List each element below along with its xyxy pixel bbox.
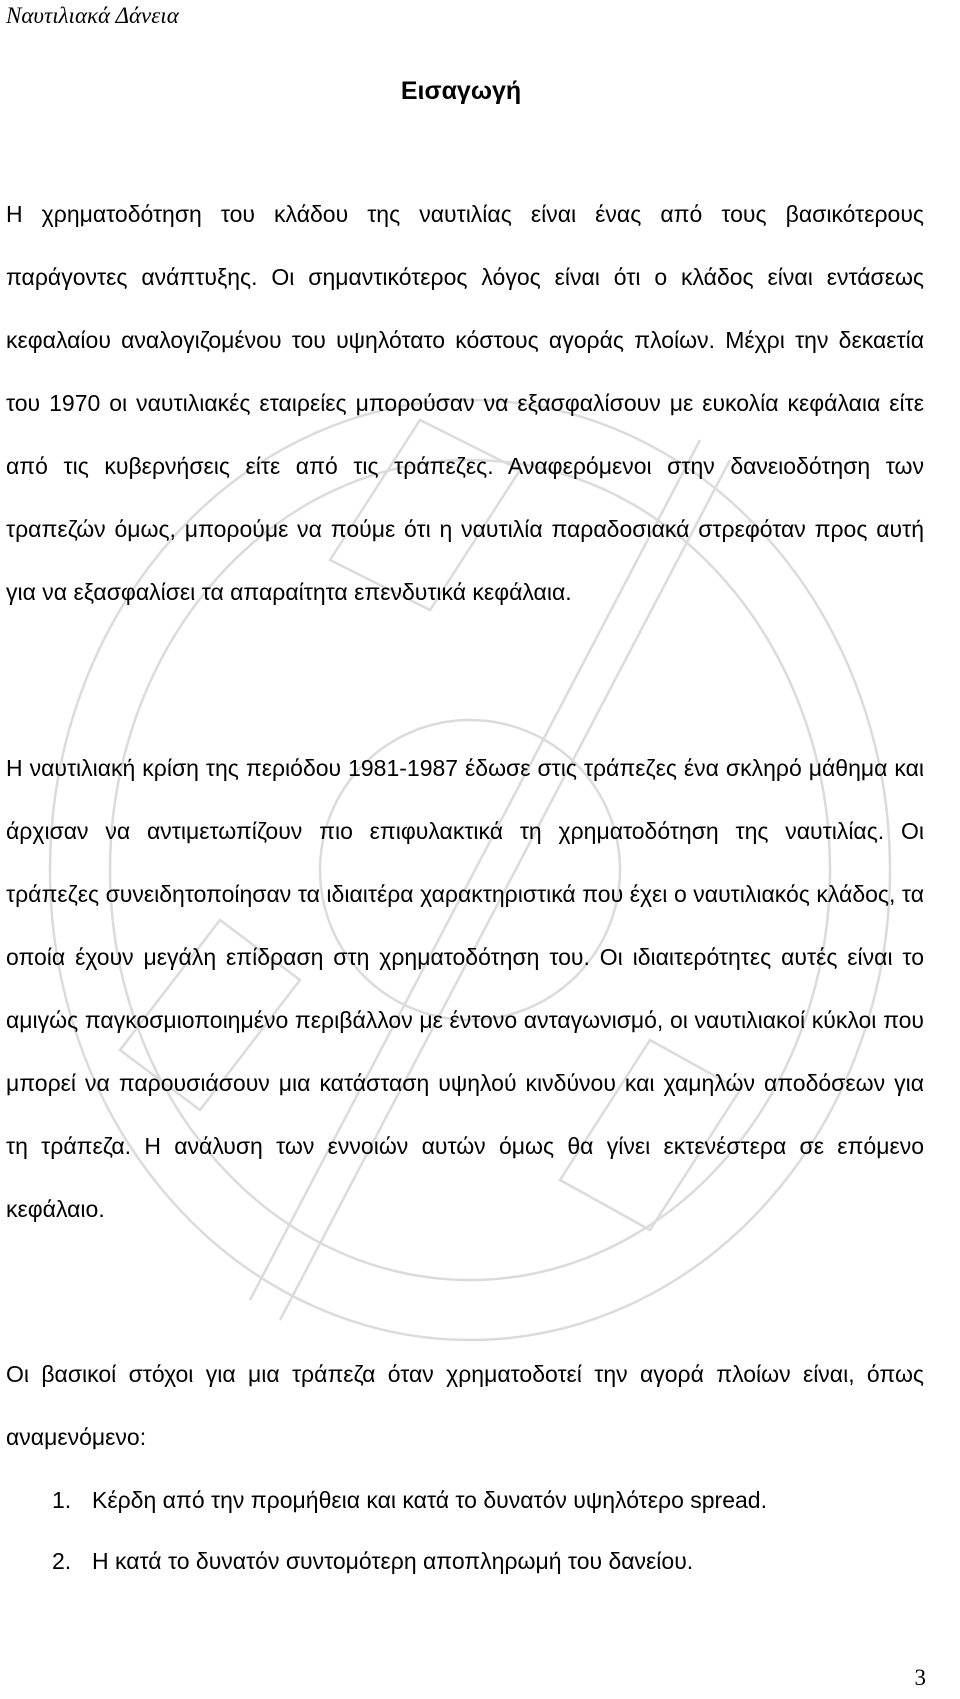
page-number: 3 xyxy=(914,1665,926,1690)
bank-goals-list xyxy=(52,1470,922,1592)
list-item xyxy=(52,1470,922,1531)
list-item-number: 2. xyxy=(52,1548,72,1574)
list-item-text: Η κατά το δυνατόν συντομότερη αποπληρωμή του δανείου. xyxy=(92,1548,694,1574)
paragraph-shipping-crisis: Η ναυτιλιακή κρίση της περιόδου 1981-1987 έδωσε στις τράπεζες ένα σκληρό μάθημα και άρχισαν να αντιμετωπίζουν πιο επιφυλακτικά τη χρηματοδότηση της ναυτιλίας. Οι τράπεζες συνειδητοποίησαν τα ιδιαιτέρα χαρακτηριστικά που έχει ο ναυτιλιακός κλάδος, τα οποία έχουν μεγάλη επίδραση στη χρηματοδότηση του. Οι ιδιαιτερότητες αυτές είναι το αμιγώς παγκοσμιοποιημένο περιβάλλον με έντονο ανταγωνισμό, οι ναυτιλιακοί κύκλοι που μπορεί να παρουσιάσουν μια κατάσταση υψηλού κινδύνου και χαμηλών αποδόσεων για τη τράπεζα. Η ανάλυση των εννοιών αυτών όμως θα γίνει εκτενέστερα σε επόμενο κεφάλαιο. xyxy=(6,755,924,1222)
paragraph-bank-goals: Οι βασικοί στόχοι για μια τράπεζα όταν χρηματοδοτεί την αγορά πλοίων είναι, όπως αναμενόμενο: xyxy=(6,1361,924,1450)
list-item-text: Κέρδη από την προμήθεια και κατά το δυνατόν υψηλότερο spread. xyxy=(92,1487,767,1513)
page-title: Εισαγωγή xyxy=(400,77,522,105)
paragraph-intro: Η χρηματοδότηση του κλάδου της ναυτιλίας είναι ένας από τους βασικότερους παράγοντες ανάπτυξης. Οι σημαντικότερος λόγος είναι ότι ο κλάδος είναι εντάσεως κεφαλαίου αναλογιζομένου του υψηλότατο κόστους αγοράς πλοίων. Μέχρι την δεκαετία του 1970 οι ναυτιλιακές εταιρείες μπορούσαν να εξασφαλίσουν με ευκολία κεφάλαια είτε από τις κυβερνήσεις είτε από τις τράπεζες. Αναφερόμενοι στην δανειοδότηση των τραπεζών όμως, μπορούμε να πούμε ότι η ναυτιλία παραδοσιακά στρεφόταν προς αυτή για να εξασφαλίσει τα απαραίτητα επενδυτικά κεφάλαια. xyxy=(6,201,924,605)
running-header-title: Ναυτιλιακά Δάνεια xyxy=(6,3,179,28)
list-item xyxy=(52,1531,922,1592)
list-item-number: 1. xyxy=(52,1487,72,1513)
